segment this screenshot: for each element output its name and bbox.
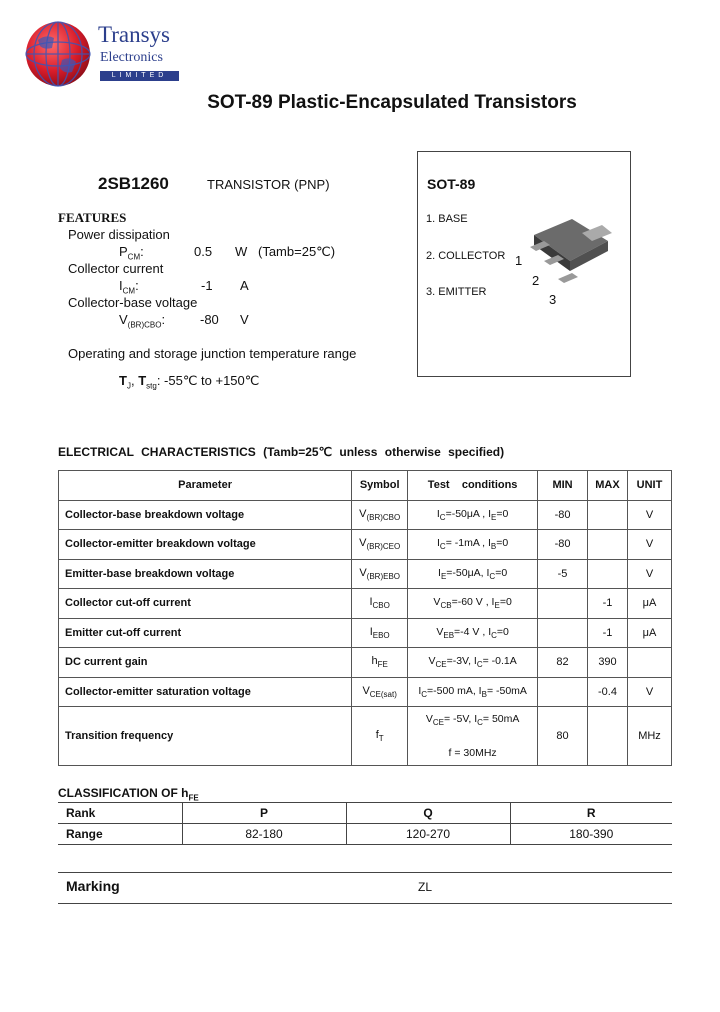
symbol-cell: $V_{(BR)CBO}$: [352, 500, 408, 530]
unit-cell: V: [627, 530, 671, 560]
condition-cell: $I_E=-50\mu A$, $I_C=0$: [408, 559, 538, 589]
symbol-cell: $I_{CBO}$: [352, 589, 408, 619]
col-min: MIN: [538, 471, 588, 501]
condition-a: $V_{CE}= -5V$, $I_C= 50mA$: [425, 712, 520, 728]
pin-base: 1. BASE: [426, 213, 468, 225]
max-cell: 390: [588, 648, 628, 678]
max-cell: -1: [588, 589, 628, 619]
symbol-cell: $V_{(BR)CEO}$: [352, 530, 408, 560]
pcm-unit: W: [235, 244, 248, 259]
condition-cell: $I_C=-50\mu A$ , $I_E=0$: [408, 500, 538, 530]
marking-box: [58, 872, 672, 904]
min-cell: -5: [538, 559, 588, 589]
table-row: [59, 677, 672, 707]
unit-cell: μA: [627, 589, 671, 619]
package-title: SOT-89: [427, 176, 476, 192]
col-parameter: Parameter: [59, 471, 352, 501]
condition-cell: $V_{CB}=-60$ V , $I_E=0$: [408, 589, 538, 619]
vcbo-value: -80: [200, 312, 219, 327]
table-row: [59, 559, 672, 589]
pin-number-2: 2: [532, 273, 540, 288]
part-type: TRANSISTOR (PNP): [207, 177, 330, 192]
col-symbol: Symbol: [352, 471, 408, 501]
min-cell: [538, 677, 588, 707]
min-cell: 80: [538, 707, 588, 766]
unit-cell: μA: [627, 618, 671, 648]
table-row: [59, 500, 672, 530]
param-cell: Collector-base breakdown voltage: [59, 500, 352, 530]
condition-cell: $I_C=-500$ mA, $I_B= -50mA$: [408, 677, 538, 707]
voltage-label: Collector-base voltage: [68, 295, 198, 310]
symbol-cell: $V_{CE(sat)}$: [352, 677, 408, 707]
current-label: Collector current: [68, 261, 164, 276]
col-unit: UNIT: [627, 471, 671, 501]
pin-number-3: 3: [549, 292, 557, 307]
classification-heading: CLASSIFICATION OF $h_{FE}$: [58, 786, 199, 803]
min-cell: [538, 589, 588, 619]
min-cell: -80: [538, 500, 588, 530]
vcbo-unit: V: [240, 312, 249, 327]
pin-emitter: 3. EMITTER: [426, 286, 487, 298]
col-max: MAX: [588, 471, 628, 501]
rank-r: R: [510, 803, 672, 824]
max-cell: [588, 707, 628, 766]
table-row: [59, 530, 672, 560]
table-row: [59, 589, 672, 619]
unit-cell: V: [627, 677, 671, 707]
rank-p: P: [182, 803, 346, 824]
symbol-cell: $V_{(BR)EBO}$: [352, 559, 408, 589]
unit-cell: [627, 648, 671, 678]
brand-name: Transys: [98, 22, 171, 47]
col-conditions: Test conditions: [408, 471, 538, 501]
temp-label: Operating and storage junction temperature range: [68, 346, 357, 361]
param-cell: DC current gain: [59, 648, 352, 678]
condition-cell: $V_{EB}=-4$ V , $I_C=0$: [408, 618, 538, 648]
unit-cell: V: [627, 500, 671, 530]
rank-row: [58, 803, 672, 824]
pin-collector: 2. COLLECTOR: [426, 250, 506, 262]
param-cell: Collector-emitter breakdown voltage: [59, 530, 352, 560]
max-cell: -0.4: [588, 677, 628, 707]
document-title: SOT-89 Plastic-Encapsulated Transistors: [207, 92, 577, 113]
range-row: [58, 824, 672, 845]
range-label: Range: [58, 824, 182, 845]
classification-table: [58, 802, 672, 845]
unit-cell: V: [627, 559, 671, 589]
brand-ltd: LIMITED: [100, 71, 179, 81]
pcm-symbol: $P_{CM}$:: [119, 244, 144, 262]
company-logo-icon: [24, 20, 92, 88]
max-cell: [588, 559, 628, 589]
param-cell: Transition frequency: [59, 707, 352, 766]
electrical-heading: ELECTRICAL CHARACTERISTICS (Tamb=25℃ unless otherwise specified): [58, 445, 505, 459]
condition-cell: [408, 707, 538, 766]
pcm-value: 0.5: [194, 244, 213, 259]
icm-symbol: $I_{CM}$:: [119, 278, 139, 296]
range-q: 120-270: [346, 824, 510, 845]
range-r: 180-390: [510, 824, 672, 845]
min-cell: -80: [538, 530, 588, 560]
max-cell: [588, 530, 628, 560]
marking-label: Marking: [66, 878, 120, 894]
condition-cell: $I_C= -1mA$ , $I_B=0$: [408, 530, 538, 560]
icm-unit: A: [240, 278, 249, 293]
condition-cell: $V_{CE}=-3V$, $I_C= -0.1A$: [408, 648, 538, 678]
features-heading: FEATURES: [58, 210, 127, 225]
range-p: 82-180: [182, 824, 346, 845]
pcm-condition: (Tamb=25℃): [258, 244, 336, 259]
symbol-cell: $h_{FE}$: [352, 648, 408, 678]
max-cell: -1: [588, 618, 628, 648]
pin-number-1: 1: [515, 253, 523, 268]
min-cell: 82: [538, 648, 588, 678]
temp-range: $T_J$, $T_{stg}$: -55℃ to +150℃: [119, 373, 260, 391]
table-row: [59, 707, 672, 766]
marking-value: ZL: [418, 880, 433, 894]
electrical-table: [58, 470, 672, 766]
sot89-package-icon: [510, 205, 620, 305]
param-cell: Emitter cut-off current: [59, 618, 352, 648]
brand-subtitle: Electronics: [100, 50, 163, 65]
unit-cell: MHz: [627, 707, 671, 766]
min-cell: [538, 618, 588, 648]
rank-label: Rank: [58, 803, 182, 824]
table-row: [59, 618, 672, 648]
table-row: [59, 648, 672, 678]
symbol-cell: $I_{EBO}$: [352, 618, 408, 648]
table-header-row: [59, 471, 672, 501]
max-cell: [588, 500, 628, 530]
vcbo-symbol: $V_{(BR)CBO}$:: [119, 312, 166, 330]
param-cell: Collector-emitter saturation voltage: [59, 677, 352, 707]
power-label: Power dissipation: [68, 227, 170, 242]
symbol-cell: $f_T$: [352, 707, 408, 766]
part-number: 2SB1260: [98, 174, 169, 193]
rank-q: Q: [346, 803, 510, 824]
icm-value: -1: [201, 278, 213, 293]
condition-b: f = 30MHz: [448, 747, 497, 760]
param-cell: Emitter-base breakdown voltage: [59, 559, 352, 589]
param-cell: Collector cut-off current: [59, 589, 352, 619]
